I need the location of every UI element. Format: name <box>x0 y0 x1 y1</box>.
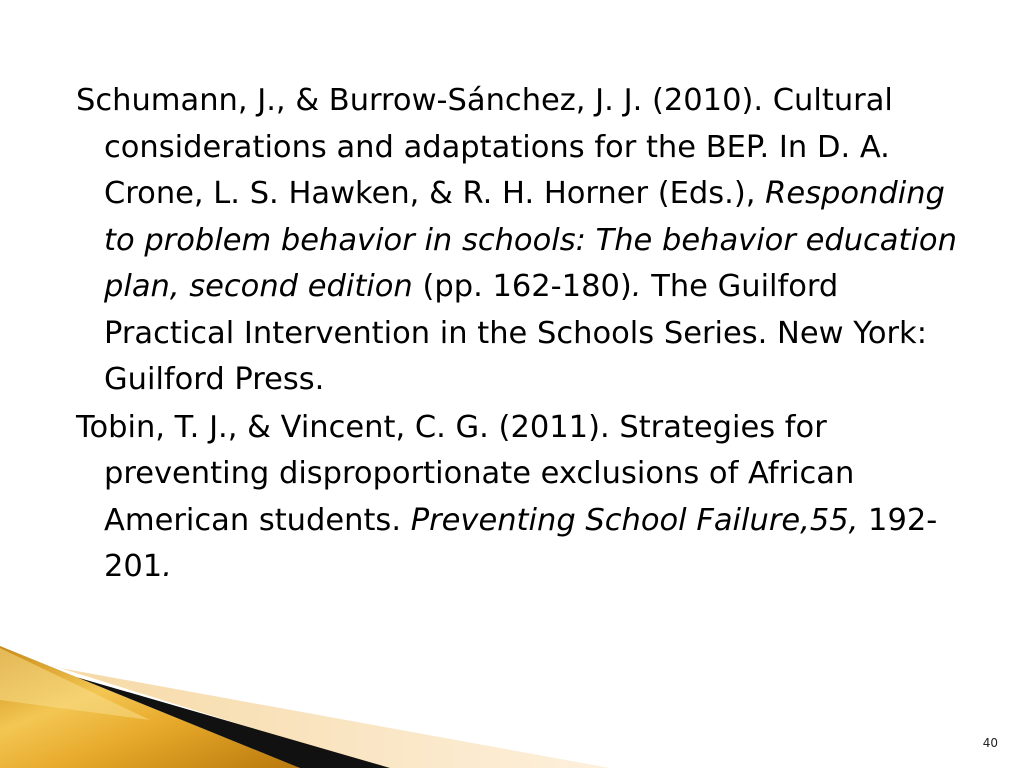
reference-italic-text: Preventing School Failure,55, <box>410 502 859 538</box>
reference-text: (pp. 162-180) <box>412 269 632 304</box>
reference-text: 192-201 <box>104 502 938 584</box>
reference-italic-text: Responding to problem behavior in schools: The behavior education plan, second edition <box>104 176 957 304</box>
reference-list <box>76 78 976 592</box>
page-number: 40 <box>982 736 998 750</box>
reference-entry <box>76 405 976 591</box>
reference-italic-text: . <box>162 549 172 584</box>
reference-text: The Guilford Practical Intervention in the Schools Series. New York: Guilford Press. <box>104 269 927 397</box>
reference-text: Tobin, T. J., & Vincent, C. G. (2011). Strategies for preventing disproportionate exclusions of African American students. <box>76 409 855 538</box>
reference-italic-text: . <box>631 269 642 304</box>
reference-text: Schumann, J., & Burrow-Sánchez, J. J. (2010). Cultural considerations and adaptations for the BEP. In D. A. Crone, L. S. Hawken, & R. H. Horner (Eds.), <box>76 83 893 211</box>
reference-entry <box>76 78 976 404</box>
